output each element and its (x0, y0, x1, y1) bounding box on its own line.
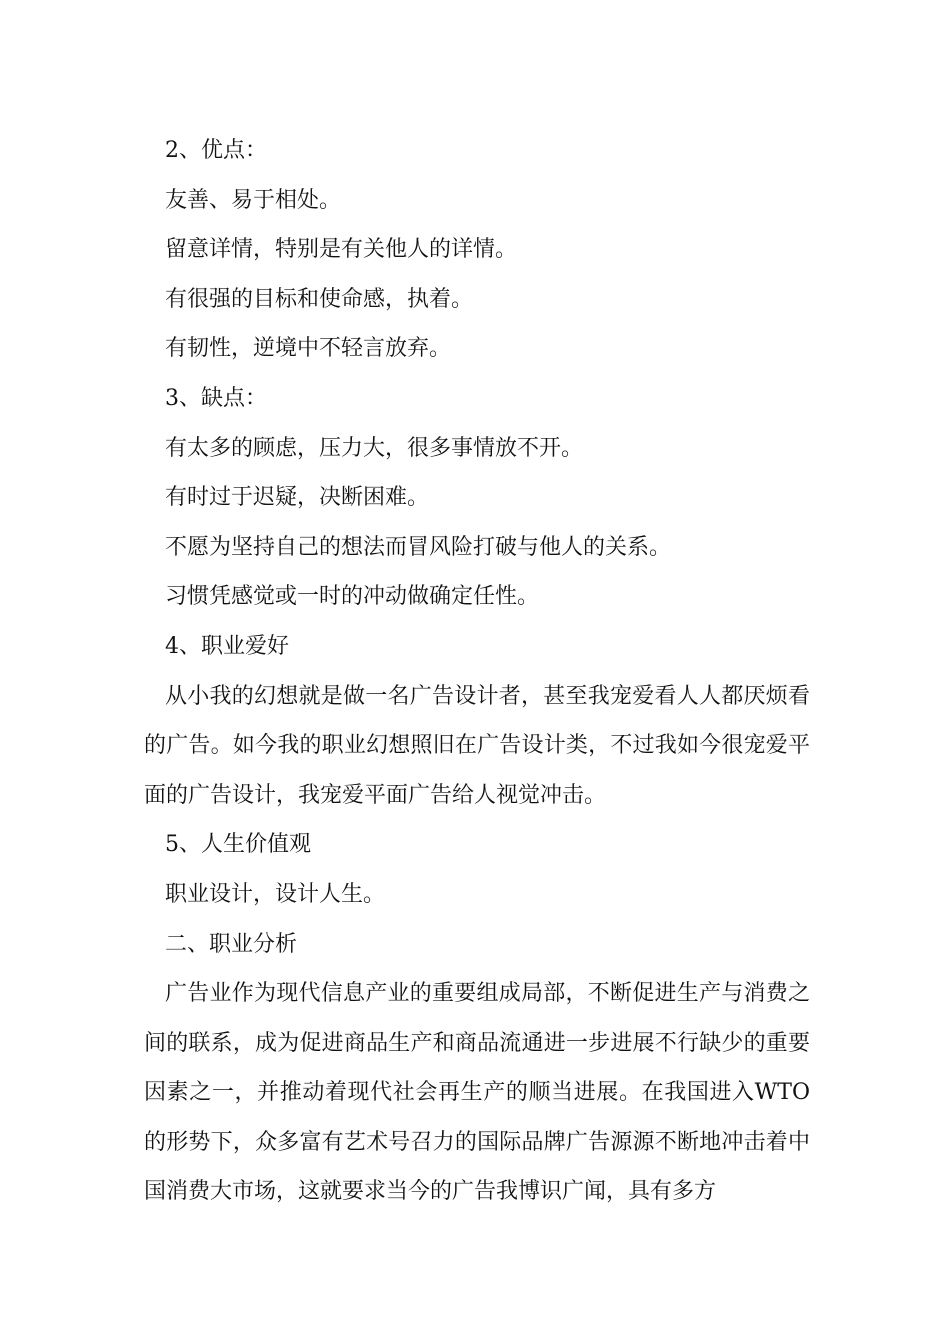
text-line: 友善、易于相处。 (165, 187, 342, 213)
heading-hobby: 4、职业爱好 (165, 633, 289, 659)
paragraph-analysis: 广告业作为现代信息产业的重要组成局部，不断促进生产与消费之间的联系，成为促进商品生产和商品流通进一步进展不行缺少的重要因素之一，并推动着现代社会再生产的顺当进展。在我国进入WTO的形势下，众多富有艺术号召力的国际品牌广告源源不断地冲击着中国消费大市场，这就要求当今的广告我博识广闻，具有多方 (144, 981, 810, 1205)
heading-career-analysis: 二、职业分析 (165, 931, 298, 957)
text-line: 有很强的目标和使命感，执着。 (165, 286, 474, 312)
heading-values: 5、人生价值观 (165, 832, 311, 858)
text-line: 有韧性，逆境中不轻言放弃。 (165, 336, 452, 362)
heading-weaknesses: 3、缺点： (165, 385, 267, 411)
paragraph-hobby: 从小我的幻想就是做一名广告设计者，甚至我宠爱看人人都厌烦看的广告。如今我的职业幻想照旧在广告设计类，不过我如今很宠爱平面的广告设计，我宠爱平面广告给人视觉冲击。 (144, 683, 810, 808)
text-line: 习惯凭感觉或一时的冲动做确定任性。 (165, 584, 540, 610)
text-line: 有时过于迟疑，决断困难。 (165, 485, 430, 511)
text-line: 有太多的顾虑，压力大，很多事情放不开。 (165, 435, 584, 461)
text-line: 留意详情，特别是有关他人的详情。 (165, 237, 518, 263)
text-line: 职业设计，设计人生。 (165, 881, 386, 907)
document-body (144, 126, 810, 1217)
text-line: 不愿为坚持自己的想法而冒风险打破与他人的关系。 (165, 534, 672, 560)
heading-strengths: 2、优点： (165, 138, 267, 163)
